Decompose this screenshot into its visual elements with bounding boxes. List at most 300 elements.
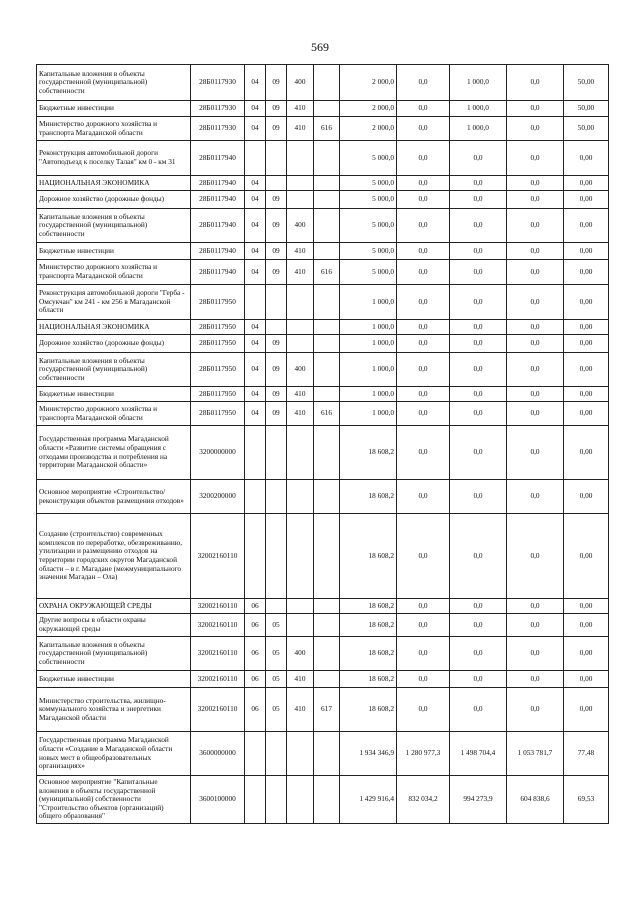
amount-plan-cell: 18 608,2 [340,688,397,732]
percent-cell: 50,00 [564,101,609,117]
row-name-cell: Капитальные вложения в объекты государственной (муниципальной) собственности [37,353,191,387]
amount-4-cell: 0,0 [507,637,564,671]
amount-plan-cell: 18 608,2 [340,614,397,637]
table-row [37,599,609,614]
subsection-code-cell: 05 [266,671,287,688]
amount-2-cell: 0,0 [397,243,450,260]
ministry-code-cell: 616 [314,117,340,141]
target-article-code-cell: 32002160110 [191,599,245,614]
table-row [37,141,609,176]
subsection-code-cell [266,426,287,480]
subsection-code-cell: 09 [266,65,287,101]
table-row [37,480,609,514]
table-row [37,260,609,285]
amount-2-cell: 0,0 [397,688,450,732]
table-row [37,614,609,637]
section-code-cell: 04 [245,176,266,191]
amount-2-cell: 0,0 [397,141,450,176]
amount-2-cell: 1 280 977,3 [397,732,450,776]
percent-cell: 0,00 [564,614,609,637]
amount-2-cell: 0,0 [397,514,450,599]
row-name-cell: Другие вопросы в области охраны окружающей среды [37,614,191,637]
amount-plan-cell: 5 000,0 [340,243,397,260]
expense-type-cell [287,514,314,599]
amount-3-cell: 0,0 [450,387,507,402]
row-name-cell: Создание (строительство) современных комплексов по переработке, обезвреживанию, утилизации и размещению отходов на территории городских округов Магаданской области – в г. Магадане (межмуниципального значения Магадан – Ола) [37,514,191,599]
section-code-cell: 04 [245,209,266,243]
subsection-code-cell: 09 [266,117,287,141]
amount-2-cell: 0,0 [397,176,450,191]
section-code-cell [245,426,266,480]
ministry-code-cell [314,353,340,387]
expense-type-cell [287,599,314,614]
amount-4-cell: 0,0 [507,285,564,320]
target-article-code-cell: 28Б0117950 [191,285,245,320]
section-code-cell [245,776,266,824]
target-article-code-cell: 3600100000 [191,776,245,824]
amount-3-cell: 0,0 [450,176,507,191]
amount-2-cell: 0,0 [397,335,450,353]
percent-cell: 77,48 [564,732,609,776]
row-name-cell: Министерство строительства, жилищно-коммунального хозяйства и энергетики Магаданской области [37,688,191,732]
ministry-code-cell [314,599,340,614]
row-name-cell: ОХРАНА ОКРУЖАЮЩЕЙ СРЕДЫ [37,599,191,614]
section-code-cell: 06 [245,614,266,637]
section-code-cell: 04 [245,243,266,260]
amount-plan-cell: 1 000,0 [340,353,397,387]
amount-plan-cell: 5 000,0 [340,141,397,176]
amount-4-cell: 0,0 [507,335,564,353]
expense-type-cell: 400 [287,353,314,387]
percent-cell: 0,00 [564,480,609,514]
table-row [37,243,609,260]
amount-2-cell: 0,0 [397,117,450,141]
row-name-cell: Основное мероприятие "Капитальные вложения в объекты государственной (муниципальной) собственности "Строительство объектов (организаций) общего образования" [37,776,191,824]
section-code-cell: 04 [245,101,266,117]
amount-3-cell: 994 273,9 [450,776,507,824]
amount-3-cell: 0,0 [450,599,507,614]
subsection-code-cell [266,480,287,514]
percent-cell: 0,00 [564,426,609,480]
section-code-cell [245,480,266,514]
amount-4-cell: 0,0 [507,688,564,732]
amount-4-cell: 0,0 [507,117,564,141]
table-row [37,732,609,776]
percent-cell: 0,00 [564,191,609,209]
section-code-cell: 06 [245,599,266,614]
percent-cell: 0,00 [564,320,609,335]
ministry-code-cell [314,176,340,191]
percent-cell: 0,00 [564,514,609,599]
amount-plan-cell: 1 000,0 [340,402,397,426]
target-article-code-cell: 28Б0117950 [191,402,245,426]
amount-3-cell: 0,0 [450,402,507,426]
amount-2-cell: 0,0 [397,101,450,117]
expense-type-cell [287,776,314,824]
ministry-code-cell [314,514,340,599]
amount-3-cell: 0,0 [450,260,507,285]
amount-3-cell: 0,0 [450,141,507,176]
table-row [37,671,609,688]
amount-3-cell: 0,0 [450,614,507,637]
row-name-cell: Капитальные вложения в объекты государственной (муниципальной) собственности [37,209,191,243]
section-code-cell: 04 [245,335,266,353]
table-row [37,387,609,402]
section-code-cell: 04 [245,117,266,141]
row-name-cell: Министерство дорожного хозяйства и транспорта Магаданской области [37,260,191,285]
amount-2-cell: 0,0 [397,599,450,614]
table-row [37,117,609,141]
table-row [37,209,609,243]
amount-plan-cell: 1 934 346,9 [340,732,397,776]
amount-plan-cell: 18 608,2 [340,426,397,480]
ministry-code-cell [314,65,340,101]
ministry-code-cell [314,614,340,637]
expense-type-cell: 410 [287,671,314,688]
target-article-code-cell: 32002160110 [191,514,245,599]
expense-type-cell [287,732,314,776]
amount-2-cell: 0,0 [397,320,450,335]
row-name-cell: Дорожное хозяйство (дорожные фонды) [37,335,191,353]
amount-2-cell: 0,0 [397,637,450,671]
target-article-code-cell: 28Б0117950 [191,320,245,335]
subsection-code-cell: 05 [266,614,287,637]
subsection-code-cell [266,285,287,320]
row-name-cell: НАЦИОНАЛЬНАЯ ЭКОНОМИКА [37,320,191,335]
percent-cell: 0,00 [564,335,609,353]
target-article-code-cell: 28Б0117940 [191,209,245,243]
table-row [37,65,609,101]
subsection-code-cell: 09 [266,101,287,117]
expense-type-cell: 410 [287,402,314,426]
target-article-code-cell: 28Б0117940 [191,191,245,209]
table-row [37,320,609,335]
amount-4-cell: 0,0 [507,480,564,514]
target-article-code-cell: 28Б0117950 [191,353,245,387]
section-code-cell: 06 [245,637,266,671]
amount-3-cell: 0,0 [450,688,507,732]
row-name-cell: НАЦИОНАЛЬНАЯ ЭКОНОМИКА [37,176,191,191]
row-name-cell: Дорожное хозяйство (дорожные фонды) [37,191,191,209]
row-name-cell: Бюджетные инвестиции [37,671,191,688]
expense-type-cell: 400 [287,209,314,243]
row-name-cell: Основное мероприятие «Строительство/реконструкция объектов размещения отходов» [37,480,191,514]
expense-type-cell: 410 [287,260,314,285]
ministry-code-cell: 616 [314,402,340,426]
table-body [37,65,609,824]
section-code-cell: 04 [245,387,266,402]
section-code-cell [245,141,266,176]
expense-type-cell: 410 [287,117,314,141]
amount-3-cell: 0,0 [450,320,507,335]
amount-plan-cell: 18 608,2 [340,599,397,614]
table-row [37,191,609,209]
table-row [37,285,609,320]
row-name-cell: Капитальные вложения в объекты государственной (муниципальной) собственности [37,637,191,671]
section-code-cell [245,285,266,320]
amount-2-cell: 0,0 [397,671,450,688]
amount-4-cell: 0,0 [507,671,564,688]
section-code-cell: 06 [245,671,266,688]
expense-type-cell [287,614,314,637]
percent-cell: 0,00 [564,599,609,614]
ministry-code-cell [314,285,340,320]
amount-2-cell: 0,0 [397,387,450,402]
ministry-code-cell [314,101,340,117]
expense-type-cell [287,320,314,335]
amount-2-cell: 0,0 [397,65,450,101]
section-code-cell [245,732,266,776]
amount-3-cell: 0,0 [450,209,507,243]
subsection-code-cell: 05 [266,688,287,732]
section-code-cell: 04 [245,191,266,209]
amount-plan-cell: 5 000,0 [340,260,397,285]
amount-plan-cell: 1 000,0 [340,387,397,402]
table-row [37,514,609,599]
subsection-code-cell: 05 [266,637,287,671]
target-article-code-cell: 28Б0117950 [191,335,245,353]
section-code-cell: 04 [245,353,266,387]
amount-3-cell: 0,0 [450,285,507,320]
ministry-code-cell [314,335,340,353]
amount-4-cell: 0,0 [507,402,564,426]
amount-2-cell: 0,0 [397,209,450,243]
amount-plan-cell: 1 000,0 [340,320,397,335]
target-article-code-cell: 28Б0117940 [191,176,245,191]
subsection-code-cell [266,732,287,776]
expense-type-cell [287,426,314,480]
amount-2-cell: 832 034,2 [397,776,450,824]
row-name-cell: Капитальные вложения в объекты государственной (муниципальной) собственности [37,65,191,101]
expense-type-cell: 410 [287,101,314,117]
target-article-code-cell: 28Б0117950 [191,387,245,402]
ministry-code-cell [314,320,340,335]
target-article-code-cell: 3200000000 [191,426,245,480]
section-code-cell: 04 [245,65,266,101]
amount-3-cell: 1 000,0 [450,101,507,117]
expense-type-cell: 410 [287,387,314,402]
amount-4-cell: 0,0 [507,176,564,191]
subsection-code-cell: 09 [266,191,287,209]
percent-cell: 0,00 [564,285,609,320]
row-name-cell: Бюджетные инвестиции [37,101,191,117]
amount-4-cell: 0,0 [507,514,564,599]
ministry-code-cell [314,387,340,402]
table-row [37,101,609,117]
table-row [37,402,609,426]
target-article-code-cell: 32002160110 [191,671,245,688]
amount-4-cell: 0,0 [507,426,564,480]
amount-2-cell: 0,0 [397,191,450,209]
amount-4-cell: 0,0 [507,101,564,117]
ministry-code-cell [314,732,340,776]
amount-4-cell: 0,0 [507,260,564,285]
target-article-code-cell: 28Б0117930 [191,117,245,141]
budget-table [36,64,609,824]
amount-3-cell: 1 498 704,4 [450,732,507,776]
ministry-code-cell [314,191,340,209]
percent-cell: 0,00 [564,387,609,402]
percent-cell: 69,53 [564,776,609,824]
subsection-code-cell: 09 [266,209,287,243]
row-name-cell: Бюджетные инвестиции [37,243,191,260]
expense-type-cell: 410 [287,688,314,732]
section-code-cell: 04 [245,320,266,335]
target-article-code-cell: 28Б0117940 [191,141,245,176]
subsection-code-cell: 09 [266,353,287,387]
amount-3-cell: 0,0 [450,426,507,480]
target-article-code-cell: 28Б0117940 [191,260,245,285]
percent-cell: 0,00 [564,637,609,671]
table-row [37,353,609,387]
ministry-code-cell [314,209,340,243]
amount-3-cell: 0,0 [450,353,507,387]
amount-3-cell: 0,0 [450,191,507,209]
subsection-code-cell [266,514,287,599]
subsection-code-cell: 09 [266,402,287,426]
subsection-code-cell: 09 [266,260,287,285]
amount-4-cell: 0,0 [507,320,564,335]
amount-4-cell: 0,0 [507,209,564,243]
row-name-cell: Государственная программа Магаданской области «Развитие системы обращения с отходами производства и потребления на территории Магаданской области» [37,426,191,480]
subsection-code-cell [266,599,287,614]
amount-3-cell: 1 000,0 [450,117,507,141]
subsection-code-cell [266,141,287,176]
expense-type-cell: 400 [287,65,314,101]
ministry-code-cell [314,776,340,824]
ministry-code-cell [314,637,340,671]
amount-3-cell: 0,0 [450,514,507,599]
amount-plan-cell: 18 608,2 [340,514,397,599]
section-code-cell: 04 [245,402,266,426]
amount-3-cell: 0,0 [450,480,507,514]
amount-2-cell: 0,0 [397,285,450,320]
section-code-cell [245,514,266,599]
row-name-cell: Министерство дорожного хозяйства и транспорта Магаданской области [37,402,191,426]
percent-cell: 0,00 [564,176,609,191]
row-name-cell: Бюджетные инвестиции [37,387,191,402]
subsection-code-cell [266,320,287,335]
expense-type-cell [287,176,314,191]
amount-4-cell: 0,0 [507,243,564,260]
percent-cell: 0,00 [564,402,609,426]
percent-cell: 50,00 [564,117,609,141]
subsection-code-cell: 09 [266,387,287,402]
target-article-code-cell: 28Б0117930 [191,101,245,117]
amount-plan-cell: 5 000,0 [340,176,397,191]
ministry-code-cell: 617 [314,688,340,732]
percent-cell: 50,00 [564,65,609,101]
row-name-cell: Министерство дорожного хозяйства и транспорта Магаданской области [37,117,191,141]
target-article-code-cell: 3200200000 [191,480,245,514]
amount-2-cell: 0,0 [397,353,450,387]
amount-3-cell: 1 000,0 [450,65,507,101]
ministry-code-cell: 616 [314,260,340,285]
section-code-cell: 04 [245,260,266,285]
table-row [37,335,609,353]
amount-4-cell: 604 838,6 [507,776,564,824]
amount-4-cell: 0,0 [507,353,564,387]
ministry-code-cell [314,480,340,514]
table-row [37,426,609,480]
table-row [37,688,609,732]
target-article-code-cell: 28Б0117940 [191,243,245,260]
amount-plan-cell: 1 000,0 [340,335,397,353]
row-name-cell: Реконструкция автомобильной дороги "Автоподъезд к поселку Талая" км 0 - км 31 [37,141,191,176]
row-name-cell: Государственная программа Магаданской области «Создание в Магаданской области новых мест в общеобразовательных организациях» [37,732,191,776]
amount-plan-cell: 18 608,2 [340,671,397,688]
amount-2-cell: 0,0 [397,614,450,637]
percent-cell: 0,00 [564,209,609,243]
amount-2-cell: 0,0 [397,426,450,480]
subsection-code-cell [266,776,287,824]
subsection-code-cell: 09 [266,335,287,353]
expense-type-cell [287,141,314,176]
target-article-code-cell: 28Б0117930 [191,65,245,101]
table-row [37,776,609,824]
amount-2-cell: 0,0 [397,480,450,514]
percent-cell: 0,00 [564,353,609,387]
percent-cell: 0,00 [564,688,609,732]
percent-cell: 0,00 [564,141,609,176]
percent-cell: 0,00 [564,260,609,285]
amount-4-cell: 0,0 [507,387,564,402]
amount-4-cell: 0,0 [507,191,564,209]
amount-4-cell: 0,0 [507,141,564,176]
section-code-cell: 06 [245,688,266,732]
target-article-code-cell: 32002160110 [191,637,245,671]
expense-type-cell [287,191,314,209]
expense-type-cell [287,285,314,320]
expense-type-cell: 410 [287,243,314,260]
amount-3-cell: 0,0 [450,671,507,688]
subsection-code-cell [266,176,287,191]
amount-plan-cell: 18 608,2 [340,480,397,514]
amount-4-cell: 0,0 [507,614,564,637]
amount-plan-cell: 1 429 916,4 [340,776,397,824]
target-article-code-cell: 32002160110 [191,688,245,732]
ministry-code-cell [314,243,340,260]
page-number: 569 [311,40,329,54]
expense-type-cell [287,335,314,353]
amount-plan-cell: 5 000,0 [340,191,397,209]
amount-4-cell: 0,0 [507,599,564,614]
target-article-code-cell: 3600000000 [191,732,245,776]
amount-3-cell: 0,0 [450,637,507,671]
target-article-code-cell: 32002160110 [191,614,245,637]
table-row [37,637,609,671]
amount-plan-cell: 2 000,0 [340,65,397,101]
amount-plan-cell: 2 000,0 [340,101,397,117]
amount-4-cell: 1 053 781,7 [507,732,564,776]
amount-3-cell: 0,0 [450,243,507,260]
subsection-code-cell: 09 [266,243,287,260]
percent-cell: 0,00 [564,671,609,688]
amount-2-cell: 0,0 [397,402,450,426]
ministry-code-cell [314,141,340,176]
table-row [37,176,609,191]
expense-type-cell: 400 [287,637,314,671]
row-name-cell: Реконструкция автомобильной дороги "Герба - Омсукчан" км 241 - км 256 в Магаданской области [37,285,191,320]
percent-cell: 0,00 [564,243,609,260]
amount-2-cell: 0,0 [397,260,450,285]
ministry-code-cell [314,671,340,688]
amount-3-cell: 0,0 [450,335,507,353]
amount-plan-cell: 18 608,2 [340,637,397,671]
amount-plan-cell: 2 000,0 [340,117,397,141]
amount-plan-cell: 1 000,0 [340,285,397,320]
amount-plan-cell: 5 000,0 [340,209,397,243]
